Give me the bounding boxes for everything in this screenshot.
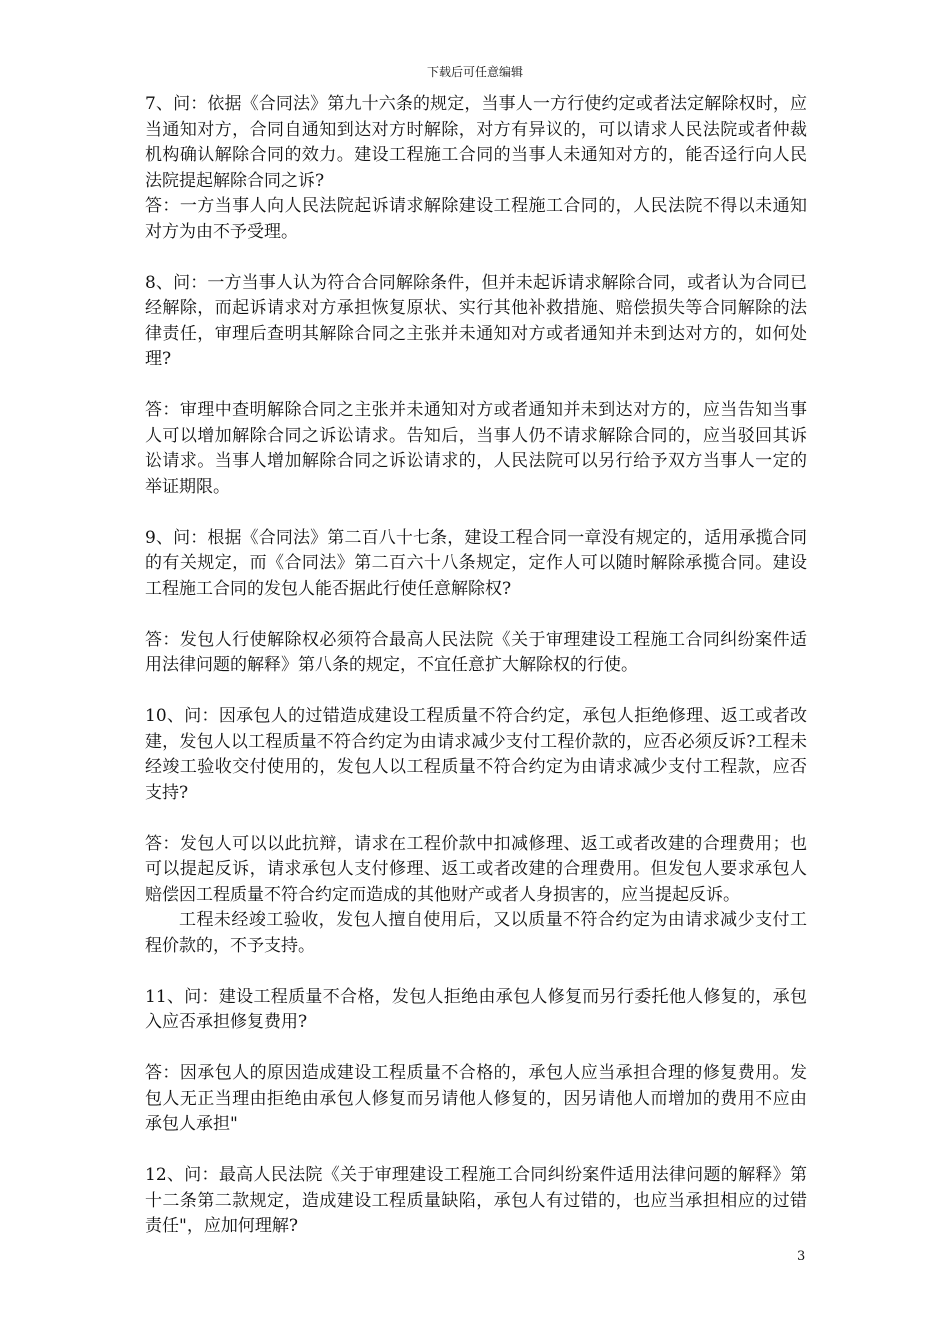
question-7: 7、问：依据《合同法》第九十六条的规定，当事人一方行使约定或者法定解除权时，应当通知对方，合同自通知到达对方时解除，对方有异议的，可以请求人民法院或者仲裁机构确认解除合同的效力。建设工程施工合同的当事人未通知对方的，能否迳行向人民法院提起解除合同之诉?: [145, 94, 807, 191]
paragraph-gap: [145, 806, 807, 832]
question-8: 8、问：一方当事人认为符合合同解除条件，但并未起诉请求解除合同，或者认为合同已经解除，而起诉请求对方承担恢复原状、实行其他补救措施、赔偿损失等合同解除的法律责任，审理后查明其解除合同之主张并未通知对方或者通知并未到达对方的，如何处理?: [145, 272, 807, 369]
paragraph-gap: [145, 373, 807, 399]
paragraph-gap: [145, 500, 807, 526]
answer-7: 答：一方当事人向人民法院起诉请求解除建设工程施工合同的，人民法院不得以未通知对方为由不予受理。: [145, 196, 807, 242]
paragraph-gap: [145, 602, 807, 628]
paragraph-gap: [145, 1036, 807, 1062]
answer-10: 答：发包人可以以此抗辩，请求在工程价款中扣减修理、返工或者改建的合理费用；也可以提起反诉，请求承包人支付修理、返工或者改建的合理费用。但发包人要求承包人赔偿因工程质量不符合约定而造成的其他财产或者人身损害的，应当提起反诉。: [145, 833, 807, 905]
answer-11: 答：因承包人的原因造成建设工程质量不合格的，承包人应当承担合理的修复费用。发包人无正当理由拒绝由承包人修复而另请他人修复的，因另请他人而增加的费用不应由承包人承担": [145, 1063, 807, 1134]
answer-9: 答：发包人行使解除权必须符合最高人民法院《关于审理建设工程施工合同纠纷案件适用法律问题的解释》第八条的规定，不宜任意扩大解除权的行使。: [145, 629, 807, 675]
question-10: 10、问：因承包人的过错造成建设工程质量不符合约定，承包人拒绝修理、返工或者改建，发包人以工程质量不符合约定为由请求减少支付工程价款的，应否必须反诉?工程未经竣工验收交付使用的，发包人以工程质量不符合约定为由请求减少支付工程款，应否支持?: [145, 706, 807, 803]
answer-8: 答：审理中查明解除合同之主张并未通知对方或者通知并未到达对方的，应当告知当事人可以增加解除合同之诉讼请求。告知后，当事人仍不请求解除合同的，应当驳回其诉讼请求。当事人增加解除合同之诉讼请求的，人民法院可以另行给予双方当事人一定的举证期限。: [145, 400, 807, 497]
question-11: 11、问：建设工程质量不合格，发包人拒绝由承包人修复而另行委托他人修复的，承包入应否承担修复费用?: [145, 986, 807, 1032]
paragraph-gap: [145, 959, 807, 985]
answer-10-continued: 工程未经竣工验收，发包人擅自使用后，又以质量不符合约定为由请求减少支付工程价款的，不予支持。: [145, 910, 807, 956]
paragraph-gap: [145, 1138, 807, 1164]
document-body: [145, 92, 807, 1240]
page-number: 3: [797, 1249, 806, 1264]
page-header: 下载后可任意编辑: [426, 65, 523, 79]
paragraph-gap: [145, 245, 807, 271]
paragraph-gap: [145, 679, 807, 705]
question-9: 9、问：根据《合同法》第二百八十七条，建设工程合同一章没有规定的，适用承揽合同的有关规定，而《合同法》第二百六十八条规定，定作人可以随时解除承揽合同。建设工程施工合同的发包人能否据此行使任意解除权?: [145, 527, 807, 599]
question-12: 12、问：最高人民法院《关于审理建设工程施工合同纠纷案件适用法律问题的解释》第十二条第二款规定，造成建设工程质量缺陷，承包人有过错的，也应当承担相应的过错责任"，应加何理解?: [145, 1165, 807, 1236]
